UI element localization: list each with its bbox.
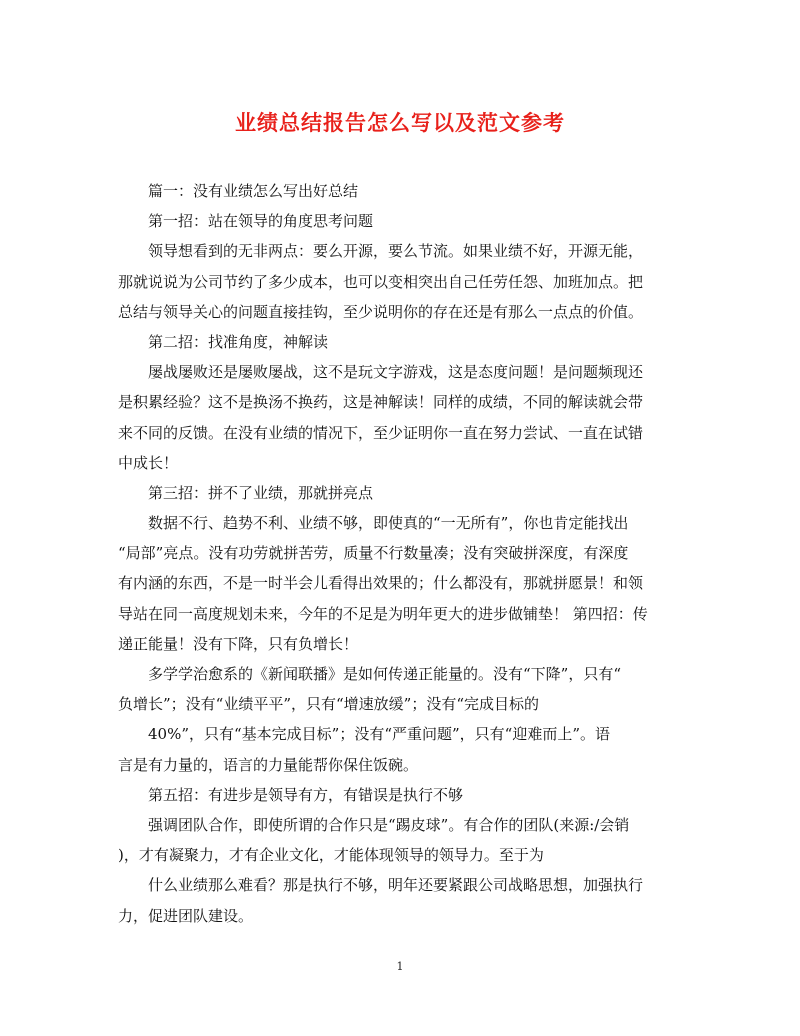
document-title: 业绩总结报告怎么写以及范文参考 [235, 110, 565, 135]
page-number: 1 [396, 960, 404, 973]
text-line: 第三招：拼不了业绩，那就拼亮点 [148, 483, 374, 502]
text-line: 领导想看到的无非两点：要么开源，要么节流。如果业绩不好，开源无能， [148, 242, 644, 261]
text-line: 什么业绩那么难看？那是执行不够，明年还要紧跟公司战略思想，加强执行 [148, 876, 644, 895]
text-line: 那就说说为公司节约了多少成本，也可以变相突出自己任劳任怨、加班加点。把 [118, 272, 644, 291]
text-line: 负增长”；没有“业绩平平”，只有“增速放缓”；没有“完成目标的 [118, 695, 540, 714]
text-line: )，才有凝聚力，才有企业文化，才能体现领导的领导力。至于为 [118, 846, 544, 865]
text-line: 篇一：没有业绩怎么写出好总结 [148, 182, 359, 200]
text-line: 第二招：找准角度，神解读 [148, 332, 329, 351]
text-line: 数据不行、趋势不利、业绩不够，即使真的“一无所有”，你也肯定能找出 [148, 514, 629, 533]
text-line: 导站在同一高度规划未来，今年的不足是为明年更大的进步做铺垫！ 第四招：传 [118, 604, 648, 623]
document-body [118, 176, 680, 931]
text-line: 第五招：有进步是领导有方，有错误是执行不够 [148, 785, 464, 804]
text-line: 言是有力量的，语言的力量能帮你保住饭碗。 [118, 755, 419, 774]
text-line: 来不同的反馈。在没有业绩的情况下，至少证明你一直在努力尝试、一直在试错 [118, 423, 644, 442]
text-line: 总结与领导关心的问题直接挂钩，至少说明你的存在还是有那么一点点的价值。 [118, 302, 644, 321]
text-line: 屡战屡败还是屡败屡战，这不是玩文字游戏，这是态度问题！是问题频现还 [148, 363, 644, 382]
text-line: 力，促进团队建设。 [118, 906, 254, 925]
text-line: 递正能量！没有下降，只有负增长！ [118, 634, 359, 653]
text-line: “局部”亮点。没有功劳就拼苦劳，质量不行数量凑；没有突破拼深度，有深度 [118, 544, 629, 563]
text-line: 多学学治愈系的《新闻联播》是如何传递正能量的。没有“下降”，只有“ [148, 665, 622, 683]
text-line: 第一招：站在领导的角度思考问题 [148, 212, 374, 231]
text-line: 有内涵的东西，不是一时半会儿看得出效果的；什么都没有，那就拼愿景！和领 [118, 574, 644, 593]
text-line: 中成长！ [118, 453, 179, 472]
text-line: 40%”，只有“基本完成目标”；没有“严重问题”，只有“迎难而上”。语 [148, 725, 611, 744]
text-line: 是积累经验？这不是换汤不换药，这是神解读！同样的成绩，不同的解读就会带 [118, 393, 644, 412]
text-line: 强调团队合作，即使所谓的合作只是“踢皮球”。有合作的团队(来源:/会销 [148, 815, 630, 834]
